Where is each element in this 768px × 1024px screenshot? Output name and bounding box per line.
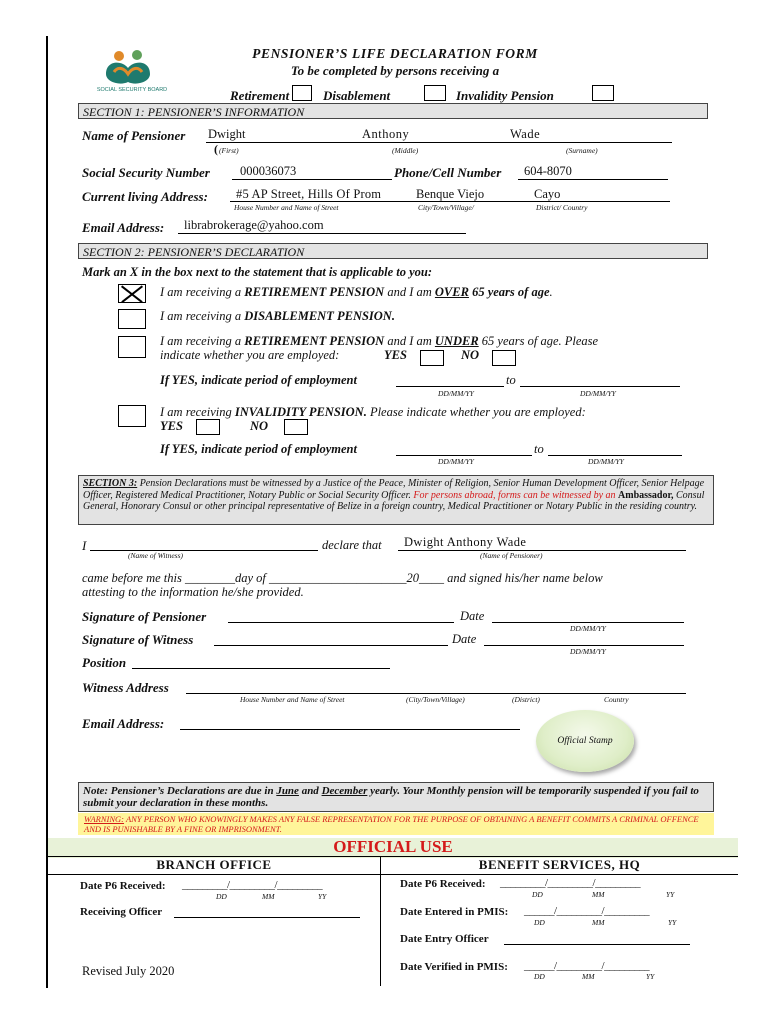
first-caption: (First) <box>219 146 239 155</box>
address-caption-street: House Number and Name of Street <box>234 203 339 212</box>
address-label: Current living Address: <box>82 189 208 204</box>
branch-office-header: BRANCH OFFICE <box>48 856 380 875</box>
form-subtitle: To be completed by persons receiving a <box>290 63 500 78</box>
declare-label: declare that <box>322 538 382 552</box>
branch-date-field[interactable]: _________/_________/_________ <box>182 879 323 891</box>
s3-period-label: If YES, indicate period of employment <box>160 373 357 387</box>
s3-a: I am receiving a <box>160 334 245 348</box>
ssn-label: Social Security Number <box>82 165 210 180</box>
witness-name-line <box>90 550 318 551</box>
section3-text2: Consul General, Honorary Consul or other principal representative of Belize in a foreign country, Medical Practitioner or Notary Public in the residing country. <box>83 489 705 512</box>
ssn-line <box>232 179 392 180</box>
s3-no-label: NO <box>461 348 480 362</box>
email-line <box>178 233 466 234</box>
statement1: I am receiving a RETIREMENT PENSION and I am OVER 65 years of age. <box>160 285 553 299</box>
s3-yes-label: YES <box>384 348 407 362</box>
statement4 <box>160 405 586 420</box>
pmis-entered-field[interactable]: ______/_________/_________ <box>524 905 650 917</box>
warning-text: ANY PERSON WHO KNOWINGLY MAKES ANY FALSE REPRESENTATION FOR THE PURPOSE OF OBTAINING A BENEFIT COMMITS A CRIMINAL OFFENCE AND IS PUNISHABLE BY A FINE OR IMPRISONMENT. <box>84 814 699 834</box>
branch-yy: YY <box>318 892 327 901</box>
position-line <box>132 668 390 669</box>
section3-red: For persons abroad, forms can be witnessed by an <box>413 489 616 501</box>
witness-i: I <box>82 538 87 553</box>
address-city-value[interactable]: Benque Viejo <box>416 187 485 201</box>
s3-b: RETIREMENT PENSION <box>244 334 385 348</box>
sig-witness-label: Signature of Witness <box>82 632 194 647</box>
pensioner-name-caption: (Name of Pensioner) <box>480 551 543 560</box>
phone-label: Phone/Cell Number <box>394 165 502 180</box>
option-invalidity-checkbox[interactable] <box>592 85 614 101</box>
s3-d: UNDER <box>434 334 479 348</box>
statement2-checkbox[interactable] <box>118 309 146 329</box>
s4-to-label: to <box>534 442 544 456</box>
benefit-services-header: BENEFIT SERVICES, HQ <box>381 856 738 875</box>
s4-yes-checkbox[interactable] <box>196 419 220 435</box>
name-line <box>206 142 672 143</box>
name-label: Name of Pensioner <box>82 128 186 143</box>
attesting-line: attesting to the information he/she provided. <box>82 585 304 599</box>
address-street-value[interactable]: #5 AP Street, Hills Of Prom <box>236 187 382 201</box>
verified-yy: YY <box>646 972 655 981</box>
option-retirement-label: Retirement <box>230 88 290 103</box>
s4-no-label: NO <box>250 419 269 433</box>
address-caption-city: City/Town/Village/ <box>418 203 474 212</box>
wa-caption-city: (City/Town/Village) <box>406 695 465 704</box>
email-value[interactable]: librabrokerage@yahoo.com <box>184 218 324 232</box>
s4-c: Please indicate whether you are employed: <box>366 405 586 419</box>
s2-b: DISABLEMENT PENSION. <box>244 309 395 323</box>
s3-from-caption: DD/MM/YY <box>438 389 474 398</box>
wa-caption-street: House Number and Name of Street <box>240 695 345 704</box>
phone-value[interactable]: 604-8070 <box>524 164 572 178</box>
section3-bold: Ambassador, <box>618 489 674 501</box>
logo-text: SOCIAL SECURITY BOARD <box>96 87 168 93</box>
sig-pensioner-date-caption: DD/MM/YY <box>570 624 606 633</box>
s1-a: I am receiving a <box>160 285 245 299</box>
receiving-officer-line <box>174 917 360 918</box>
branch-date-text: Date P6 Received <box>80 880 162 892</box>
warning-box <box>78 813 714 835</box>
sig-pensioner-date-label: Date <box>460 609 485 623</box>
address-district-value[interactable]: Cayo <box>534 187 561 201</box>
section2-instruction: Mark an X in the box next to the statement that is applicable to you: <box>82 265 433 279</box>
statement2 <box>160 309 395 324</box>
note-b: and <box>298 785 322 797</box>
section3-box <box>78 475 714 525</box>
middle-name-value[interactable]: Anthony <box>362 127 410 141</box>
s2-a: I am receiving a <box>160 309 245 323</box>
s1-e: 65 years of age <box>468 285 550 299</box>
option-disablement-checkbox[interactable] <box>424 85 446 101</box>
note-c: yearly. Your Monthly pension will be temporarily suspended if you fail to submit your declaration in these months. <box>83 785 699 809</box>
branch-date-label: Date P6 Received: <box>80 880 166 892</box>
pmis-dd: DD <box>534 918 545 927</box>
witness-email-label: Email Address: <box>82 716 165 731</box>
section2-heading: SECTION 2: PENSIONER’S DECLARATION <box>78 243 708 259</box>
statement4-checkbox[interactable] <box>118 405 146 427</box>
hq-dd: DD <box>532 890 543 899</box>
pmis-entered-label: Date Entered in PMIS: <box>400 906 509 918</box>
hq-date-text: Date P6 Received <box>400 878 482 890</box>
branch-mm: MM <box>262 892 275 901</box>
sig-pensioner-line <box>228 622 454 623</box>
revised-date: Revised July 2020 <box>82 964 175 978</box>
witness-email-line <box>180 729 520 730</box>
s4-period-to-line <box>548 455 682 456</box>
table-column-divider <box>380 856 381 986</box>
pmis-mm: MM <box>592 918 605 927</box>
hq-mm: MM <box>592 890 605 899</box>
statement3-checkbox[interactable] <box>118 336 146 358</box>
statement3-employed: indicate whether you are employed: <box>160 348 340 362</box>
s1-d: OVER <box>434 285 469 299</box>
pmis-verified-field[interactable]: ______/_________/_________ <box>524 960 650 972</box>
s4-to-caption: DD/MM/YY <box>588 457 624 466</box>
witness-name-caption: (Name of Witness) <box>128 551 183 560</box>
ssn-value[interactable]: 000036073 <box>240 164 297 178</box>
verified-mm: MM <box>582 972 595 981</box>
pmis-verified-label: Date Verified in PMIS: <box>400 961 508 973</box>
s3-to-caption: DD/MM/YY <box>580 389 616 398</box>
option-retirement-checkbox[interactable] <box>292 85 312 101</box>
s3-period-to-line <box>520 386 680 387</box>
warning-lead: WARNING: <box>84 814 125 824</box>
option-invalidity-label: Invalidity Pension <box>456 88 554 103</box>
section3-lead: SECTION 3: <box>83 478 138 489</box>
pmis-entered-text: Date Entered in PMIS <box>400 906 505 918</box>
address-caption-district: District/ Country <box>536 203 588 212</box>
sig-witness-line <box>214 645 448 646</box>
pmis-yy: YY <box>668 918 677 927</box>
note-a: Note: Pensioner’s Declarations are due in <box>83 785 277 797</box>
witness-address-label: Witness Address <box>82 680 169 695</box>
option-disablement-label: Disablement <box>323 88 391 103</box>
hq-date-label: Date P6 Received: <box>400 878 486 890</box>
note-box <box>78 782 714 812</box>
hq-yy: YY <box>666 890 675 899</box>
witness-address-line <box>186 693 686 694</box>
s3-e: 65 years of age. Please <box>478 334 599 348</box>
section1-heading: SECTION 1: PENSIONER’S INFORMATION <box>78 103 708 119</box>
receiving-officer-label: Receiving Officer <box>80 906 163 918</box>
note-june: June <box>276 785 299 797</box>
wa-caption-district: (District) <box>512 695 540 704</box>
official-use-title: OFFICIAL USE <box>48 838 738 858</box>
pmis-verified-text: Date Verified in PMIS <box>400 961 505 973</box>
s4-period-label: If YES, indicate period of employment <box>160 442 357 456</box>
s1-b: RETIREMENT PENSION <box>244 285 385 299</box>
surname-caption: (Surname) <box>566 146 598 155</box>
sig-pensioner-label: Signature of Pensioner <box>82 609 207 624</box>
statement3 <box>160 334 598 349</box>
s4-a: I am receiving <box>160 405 235 419</box>
s1-c: and I am <box>384 285 435 299</box>
phone-line <box>518 179 668 180</box>
s3-to-label: to <box>506 373 516 387</box>
declared-pensioner-name[interactable]: Dwight Anthony Wade <box>404 535 527 549</box>
s4-period-from-line <box>396 455 532 456</box>
middle-caption: (Middle) <box>392 146 419 155</box>
came-before-line: came before me this ________day of ______________________20____ and signed his/her name below <box>82 571 603 585</box>
note-december: December <box>321 785 368 797</box>
sig-witness-date-caption: DD/MM/YY <box>570 647 606 656</box>
section3-text1: Pension Declarations must be witnessed by a Justice of the Peace, Minister of Religion, Senior Human Development Officer, Senior Helpage Officer, Registered Medical Practitioner, Notary Public or Social Security Officer. <box>83 478 705 501</box>
ssb-logo <box>92 46 172 94</box>
email-label: Email Address: <box>82 220 165 235</box>
first-name-value[interactable]: Dwight <box>208 127 246 141</box>
s4-from-caption: DD/MM/YY <box>438 457 474 466</box>
s4-b: INVALIDITY PENSION. <box>234 405 367 419</box>
sig-pensioner-date-line <box>492 622 684 623</box>
data-entry-officer-label: Date Entry Officer <box>400 933 489 945</box>
position-label: Position <box>82 655 127 670</box>
first-paren: ( <box>214 142 218 156</box>
data-entry-officer-line <box>504 944 690 945</box>
sig-witness-date-label: Date <box>452 632 477 646</box>
statement1-checkbox[interactable] <box>118 284 146 303</box>
official-stamp: Official Stamp <box>536 710 634 772</box>
s3-period-from-line <box>396 386 504 387</box>
surname-value[interactable]: Wade <box>510 127 541 141</box>
branch-dd: DD <box>216 892 227 901</box>
s4-no-checkbox[interactable] <box>284 419 308 435</box>
s3-no-checkbox[interactable] <box>492 350 516 366</box>
hq-date-field[interactable]: _________/_________/_________ <box>500 877 641 889</box>
wa-caption-country: Country <box>604 695 629 704</box>
sig-witness-date-line <box>484 645 684 646</box>
s4-yes-label: YES <box>160 419 183 433</box>
s3-yes-checkbox[interactable] <box>420 350 444 366</box>
verified-dd: DD <box>534 972 545 981</box>
official-use-table <box>48 856 738 986</box>
form-title: PENSIONER’S LIFE DECLARATION FORM <box>252 46 538 61</box>
s3-c: and I am <box>384 334 435 348</box>
